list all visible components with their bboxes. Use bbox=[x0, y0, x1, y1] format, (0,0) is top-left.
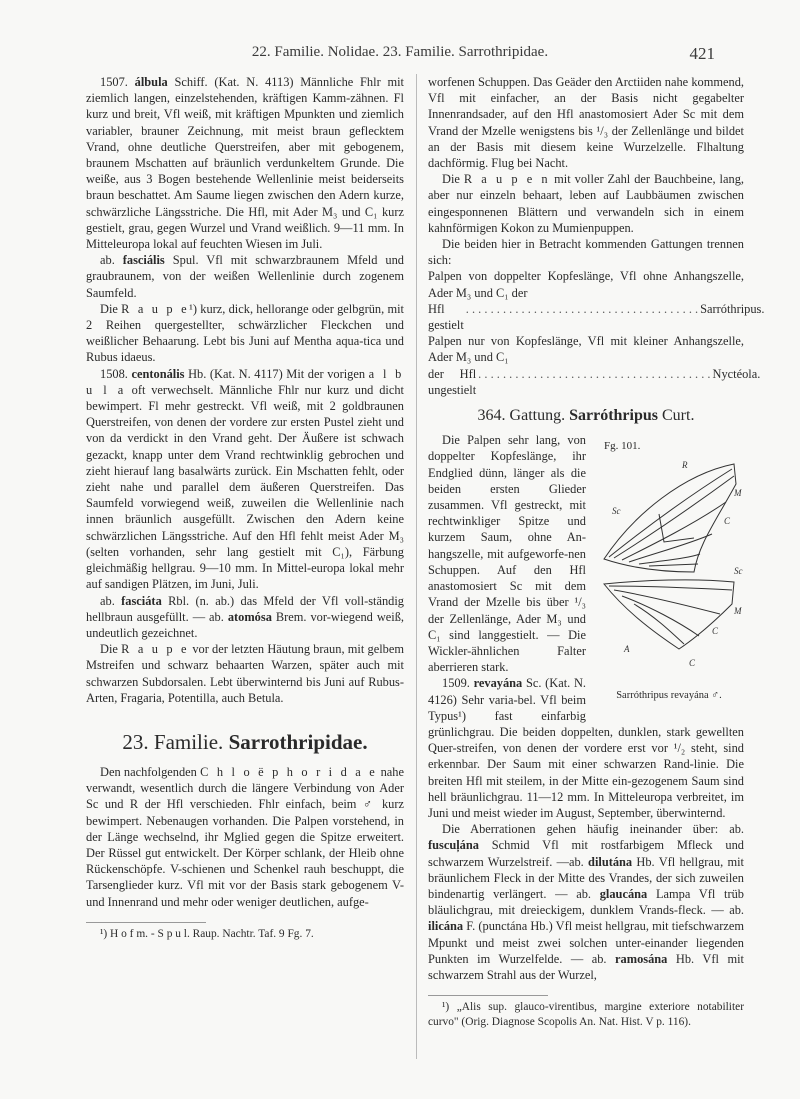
footnote-rule bbox=[428, 995, 548, 996]
species-name: centonális bbox=[131, 366, 185, 381]
svg-text:Sc: Sc bbox=[734, 566, 743, 577]
footnote-rule bbox=[86, 922, 206, 923]
svg-text:R: R bbox=[682, 460, 688, 471]
key-line-1: Hfl gestielt . . . . . . . . . . . . . . . . . . . . . . . . . . . . . . . . . . . . . . Sarróthripus. bbox=[428, 301, 765, 333]
footnote-right: ¹) „Alis sup. glauco-virentibus, margine exteriore notabiliter curvo" (Orig. Diagnose Scopolis An. Nat. Hist. V p. 116). bbox=[428, 1001, 744, 1028]
wing-venation-diagram bbox=[594, 454, 744, 684]
left-column bbox=[86, 74, 404, 941]
family-heading: 23. Familie. Sarrothripidae. bbox=[122, 729, 368, 754]
aberrations: Die Aberrationen gehen häufig ineinander über: ab. fuscuļána Schmid Vfl mit rostfarbigem Mfleck und schwarzem Wurzelstreif. —ab. dilutána Hb. Vfl hellgrau, mit bräunlichem Fleck in der Mitte des Vrandes, der sich zuweilen bindenartig verlängert. — ab. glaucána Lampa Vfl trüb bläulichgrau, mit dreieckigem, dunklem Vrands-fleck. — ab. ilicána F. (punctána Hb.) Vfl meist hellgrau, mit tiefschwarzem Mpunkt und meist zwei solchen unter-einander liegenden Punkten im Wurzelfelde. — ab. ramosána Hb. Vfl mit schwarzem Strahl aus der Wurzel, bbox=[428, 822, 744, 982]
genus-description: Die Palpen sehr lang, von doppelter Kopfeslänge, ihr Endglied dünn, länger als die beiden ersten Glieder zusammen. Vfl gestreckt, mit rechtwinkliger Spitze und kurzem Saum, ohne An-hangszelle, mit aufgeworfe-nen Schuppen. Auf den Hfl anastomosiert Sc mit dem Vrand der Mzelle bis über ¹/₃ der Zellenlänge, Ader M₃ und C₁ sind langgestielt. — Die Wickler-ähnlichen Falter aberrieren stark. bbox=[428, 433, 586, 675]
family-description-cont: worfenen Schuppen. Das Geäder den Arctiiden nahe kommend, Vfl mit einfacher, an der Basis nicht gegabelter Innenrandsader, auf den Hfl anastomosiert Ader Sc mit dem Vrand der Mzelle wenigstens bis ¹/₃ der Zellenlänge und bildet an der Basis mit diesem keine Wurzelzelle. Flhaltung dachförmig. Flug bei Nacht. bbox=[428, 75, 744, 171]
svg-text:M: M bbox=[734, 488, 742, 499]
svg-text:C: C bbox=[712, 626, 719, 637]
svg-text:C: C bbox=[689, 658, 696, 669]
ab-fascialis: ab. fasciális Spul. Vfl mit schwarzbraunem Mfeld und graubraunem, von der weißen Wellenlinie durch zogenem Saumfeld. bbox=[86, 253, 404, 300]
raupe-centonalis: Die R a u p e vor der letzten Häutung braun, mit gelbem Mstreifen und schwarz behaarten Warzen, später auch mit schwarzen Subdorsalen. Lebt überwinternd bis Juni auf Rubus-Arten, Fragaria, Potentilla, auch Betula. bbox=[86, 642, 404, 705]
figure-label: Fg. 101. bbox=[604, 440, 641, 453]
header-title: 22. Familie. Nolidae. 23. Familie. Sarrothripidae. bbox=[251, 44, 549, 60]
svg-text:C: C bbox=[724, 516, 731, 527]
genera-key-intro: Die beiden hier in Betracht kommenden Gattungen trennen sich: bbox=[428, 237, 744, 268]
raupe-albula: Die R a u p e¹) kurz, dick, hellorange oder gelbgrün, mit 2 Reihen quergestellter, schwärzlicher Fleckchen und weißlicher Behaarung. Lebt bis Juni auf Mentha aqua-tica und Rubus idaeus. bbox=[86, 301, 404, 365]
genus-heading: 364. Gattung. Sarróthripus Curt. bbox=[477, 407, 695, 425]
species-name: revayána bbox=[473, 676, 523, 691]
footnote-left: ¹) H o f m. - S p u l. Raup. Nachtr. Taf. 9 Fg. 7. bbox=[100, 927, 314, 940]
entry-1509: 1509. revayána Sc. (Kat. N. 4126) Sehr varia-bel. Vfl beim Typus¹) fast einfarbig grünlichgrau. Die beiden doppelten, dunklen, stark gewellten Quer-streifen, von denen der vordere erst vor ¹/₂ steht, sind erkennbar. Der Saum mit einer schwarzen Rand-linie. Die breiten Hfl mit steilem, in der Mitte ein-gezogenem Saum sind hell bräunlichgrau. 11—12 mm. In Mitteleuropa verbreitet, im Juni und meist wieder im August, September, überwinternd. bbox=[428, 676, 744, 820]
figure-caption: Sarróthripus revayána ♂. bbox=[616, 690, 722, 702]
ab-fasciata: ab. fasciáta Rbl. (n. ab.) das Mfeld der Vfl voll-ständig hellbraun ausgefüllt. — ab. atomósa Brem. vor-wiegend weiß, undeutlich gezeichnet. bbox=[86, 593, 405, 640]
svg-text:M: M bbox=[734, 606, 742, 617]
running-header bbox=[0, 44, 800, 64]
species-name: álbula bbox=[134, 75, 168, 89]
key-line-2: der Hfl ungestielt . . . . . . . . . . . . . . . . . . . . . . . . . . . . . . . . . . . . . . Nyctéola. bbox=[428, 366, 761, 397]
page-number: 421 bbox=[689, 44, 715, 63]
family-description: Den nachfolgenden C h l o ë p h o r i d a e nahe verwandt, wesentlich durch die längere Verbindung von Ader Sc und R der Hfl verschieden. Fhlr einfach, beim ♂ kurz bewimpert. Nebenaugen vorhanden. Die Palpen vorstehend, in der Länge wechselnd, ihr Mglied gegen die Spitze erweitert. Der Rüssel gut entwickelt. Der Körper schlank, der Hleib ohne Rückenschöpfe. V-schienen und Schenkel rauh beschuppt, die Tarsenglieder kurz. Vfl mit vor der Basis stark gebogenem V- und Innenrand und mehr oder weniger deutlichen, aufge- bbox=[86, 764, 404, 909]
figure-101 bbox=[594, 436, 744, 704]
svg-text:A: A bbox=[624, 644, 630, 655]
raupen-description: Die R a u p e n mit voller Zahl der Bauchbeine, lang, aber nur einzeln behaart, leben auf Laubbäumen zwischen eingesponnenen Blättern und verwandeln sich in einem kahnförmigen Kokon zu Mumienpuppen. bbox=[428, 172, 744, 235]
entry-1507: 1507. álbula Schiff. (Kat. N. 4113) Männliche Fhlr mit ziemlich langen, einzelstehenden, kräftigen Kamm-zähnen. Fl kurz und breit, Vfl weiß, mit kräftigen Mpunkten und ziemlich variabler, brauner Zeichnung, mit meist braun geflecktem Vrand, ohne deutliche Querstreifen, aber mit gebogenem, braunem Mschatten auf bräunlich verdunkeltem Grunde. Die weiße, aus 3 Bogen bestehende Wellenlinie meist beiderseits braun beschattet. Am Saume liegen zwischen den Adern kurze, schwärzliche Längsstriche. Die Hfl, mit Ader M₃ und C₁ kurz gestielt, grau, gegen Wurzel und Vrand weißlich. 9—11 mm. In Mitteleuropa lokal auf feuchten Wiesen im Juli. bbox=[86, 75, 404, 252]
key-entry-nycteola: Palpen nur von Kopfeslänge, Vfl mit kleiner Anhangszelle, Ader M₃ und C₁ bbox=[428, 334, 744, 365]
right-column bbox=[428, 74, 765, 1029]
key-entry-sarrothripus: Palpen von doppelter Kopfeslänge, Vfl ohne Anhangszelle, Ader M₃ und C₁ der bbox=[428, 269, 744, 300]
entry-1508: 1508. centonális Hb. (Kat. N. 4117) Mit der vorigen a l b u l a oft verwechselt. Männliche Fhlr nur kurz und dicht bewimpert. Fl mehr gestreckt. Vfl weiß, mit 2 goldbraunen Querstreifen, von denen der vordere zur ersten Pustel zieht und von da verdickt in den Vrand geht. Der Äußere ist schwach gezackt, knapp unter dem Vrand rechtwinklig gebrochen und zieht hierauf lang basalwärts zurück. Ein Mschatten fehlt, oder zieht nahe und parallel dem äußeren Querstreifen. Das Saumfeld vorwiegend weiß, zuweilen die Wellenlinie nach innen bräunlich ausgefüllt. Zwischen den Adern keine schwärzlichen Längsstriche. Auf den Hfl fehlt meist Ader M₃ (selten vorhanden, sehr lang gestielt mit C₁), Färbung gleichmäßig hellgrau. 9—10 mm. In Mittel-europa lokal mehr auf sandigen Plätzen, im Juni, Juli. bbox=[86, 366, 404, 592]
svg-text:Sc: Sc bbox=[612, 506, 621, 517]
aberration-name: fasciális bbox=[122, 253, 165, 268]
column-divider bbox=[416, 74, 417, 1059]
